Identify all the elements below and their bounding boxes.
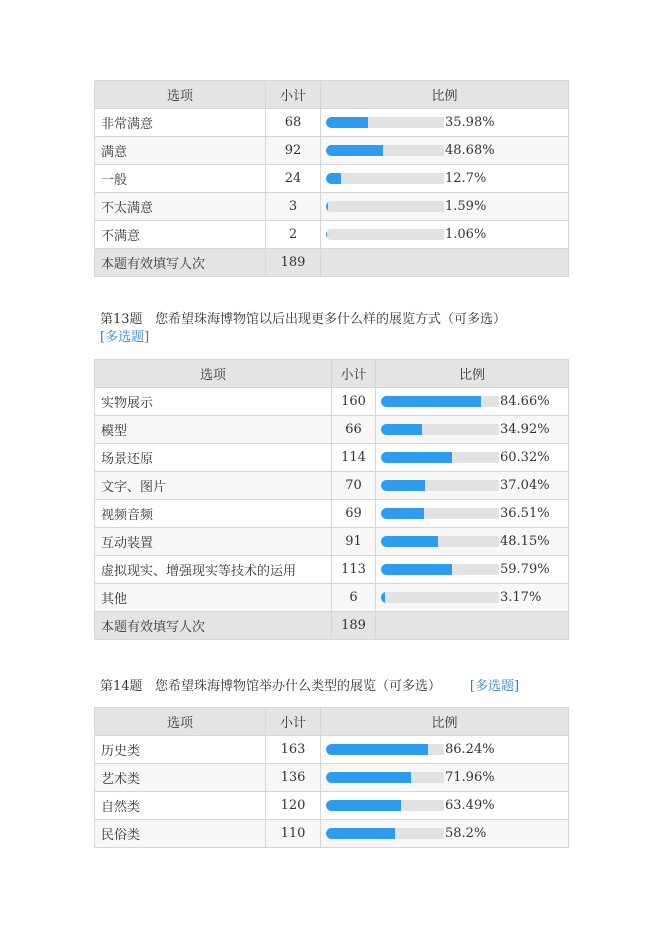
- table-row: [95, 444, 569, 472]
- progress-bar: [381, 452, 499, 463]
- table-row: [95, 388, 569, 416]
- option-count: 114: [332, 444, 376, 472]
- ratio-cell: [376, 416, 569, 444]
- ratio-cell: [321, 193, 569, 221]
- ratio-percent: 63.49%: [445, 798, 495, 813]
- table-row: [95, 584, 569, 612]
- progress-bar: [381, 564, 499, 575]
- option-label: 不满意: [95, 221, 266, 249]
- progress-bar-fill: [381, 396, 481, 407]
- option-label: 满意: [95, 137, 266, 165]
- progress-bar-fill: [326, 744, 428, 755]
- header-option: 选项: [95, 81, 266, 109]
- ratio-cell: [321, 165, 569, 193]
- table-row: [95, 109, 569, 137]
- progress-bar-fill: [381, 564, 452, 575]
- q14-question: 您希望珠海博物馆举办什么类型的展览（可多选）: [154, 679, 441, 694]
- progress-bar-fill: [326, 145, 383, 156]
- table-header-row: [95, 708, 569, 736]
- header-option: 选项: [95, 360, 332, 388]
- progress-bar-fill: [381, 592, 385, 603]
- ratio-percent: 58.2%: [445, 826, 487, 841]
- table-row: [95, 764, 569, 792]
- progress-bar-fill: [326, 828, 395, 839]
- q12-results-table: [94, 80, 569, 277]
- option-count: 110: [266, 820, 321, 848]
- option-label: 实物展示: [95, 388, 332, 416]
- option-label: 自然类: [95, 792, 266, 820]
- ratio-cell: [376, 556, 569, 584]
- option-count: 24: [266, 165, 321, 193]
- option-label: 艺术类: [95, 764, 266, 792]
- header-ratio: 比例: [321, 81, 569, 109]
- table-header-row: [95, 81, 569, 109]
- ratio-percent: 34.92%: [500, 422, 550, 437]
- ratio-percent: 12.7%: [445, 171, 487, 186]
- total-empty-cell: [321, 249, 569, 277]
- q13-question: 您希望珠海博物馆以后出现更多什么样的展览方式（可多选）: [154, 312, 506, 327]
- q13-title: [100, 311, 530, 347]
- progress-bar: [381, 508, 499, 519]
- option-count: 68: [266, 109, 321, 137]
- option-count: 136: [266, 764, 321, 792]
- table-row: [95, 137, 569, 165]
- option-label: 模型: [95, 416, 332, 444]
- progress-bar: [326, 145, 444, 156]
- progress-bar: [326, 772, 444, 783]
- ratio-percent: 59.79%: [500, 562, 550, 577]
- ratio-percent: 48.68%: [445, 143, 495, 158]
- table-row: [95, 820, 569, 848]
- option-count: 92: [266, 137, 321, 165]
- table-row: [95, 193, 569, 221]
- progress-bar-fill: [326, 800, 401, 811]
- table-row: [95, 416, 569, 444]
- header-ratio: 比例: [376, 360, 569, 388]
- ratio-cell: [321, 221, 569, 249]
- ratio-cell: [321, 736, 569, 764]
- table-row: [95, 472, 569, 500]
- ratio-percent: 84.66%: [500, 394, 550, 409]
- total-label: 本题有效填写人次: [95, 249, 266, 277]
- header-count: 小计: [266, 81, 321, 109]
- option-label: 非常满意: [95, 109, 266, 137]
- header-ratio: 比例: [321, 708, 569, 736]
- q13-results-table: [94, 359, 569, 640]
- option-count: 70: [332, 472, 376, 500]
- progress-bar: [381, 592, 499, 603]
- option-label: 视频音频: [95, 500, 332, 528]
- progress-bar-fill: [326, 229, 327, 240]
- ratio-cell: [376, 500, 569, 528]
- progress-bar-fill: [381, 452, 452, 463]
- ratio-cell: [376, 388, 569, 416]
- ratio-percent: 1.59%: [445, 199, 487, 214]
- progress-bar-fill: [381, 480, 425, 491]
- option-label: 文字、图片: [95, 472, 332, 500]
- ratio-percent: 35.98%: [445, 115, 495, 130]
- option-count: 113: [332, 556, 376, 584]
- ratio-percent: 3.17%: [500, 590, 542, 605]
- table-row: [95, 556, 569, 584]
- option-count: 69: [332, 500, 376, 528]
- table-row: [95, 528, 569, 556]
- option-label: 互动装置: [95, 528, 332, 556]
- ratio-percent: 48.15%: [500, 534, 550, 549]
- table-row: [95, 792, 569, 820]
- ratio-cell: [321, 137, 569, 165]
- header-count: 小计: [332, 360, 376, 388]
- progress-bar: [326, 117, 444, 128]
- option-count: 160: [332, 388, 376, 416]
- progress-bar-fill: [381, 508, 424, 519]
- ratio-percent: 37.04%: [500, 478, 550, 493]
- progress-bar: [326, 828, 444, 839]
- option-label: 虚拟现实、增强现实等技术的运用: [95, 556, 332, 584]
- progress-bar: [381, 424, 499, 435]
- total-count: 189: [332, 612, 376, 640]
- progress-bar: [326, 800, 444, 811]
- table-header-row: [95, 360, 569, 388]
- total-label: 本题有效填写人次: [95, 612, 332, 640]
- ratio-cell: [376, 528, 569, 556]
- progress-bar: [326, 201, 444, 212]
- q13-type-tag: [多选题]: [100, 330, 150, 345]
- option-count: 91: [332, 528, 376, 556]
- table-row: [95, 165, 569, 193]
- progress-bar-fill: [326, 201, 328, 212]
- option-label: 民俗类: [95, 820, 266, 848]
- progress-bar-fill: [326, 772, 411, 783]
- progress-bar: [381, 480, 499, 491]
- q14-type-tag: [多选题]: [469, 679, 520, 694]
- progress-bar: [326, 173, 444, 184]
- ratio-cell: [376, 444, 569, 472]
- total-row: [95, 249, 569, 277]
- option-label: 一般: [95, 165, 266, 193]
- option-count: 2: [266, 221, 321, 249]
- progress-bar: [326, 744, 444, 755]
- option-count: 66: [332, 416, 376, 444]
- option-count: 163: [266, 736, 321, 764]
- progress-bar-fill: [381, 536, 438, 547]
- ratio-percent: 36.51%: [500, 506, 550, 521]
- option-count: 120: [266, 792, 321, 820]
- option-label: 历史类: [95, 736, 266, 764]
- table-row: [95, 500, 569, 528]
- q14-title: [100, 675, 519, 694]
- option-count: 6: [332, 584, 376, 612]
- option-label: 不太满意: [95, 193, 266, 221]
- ratio-cell: [321, 109, 569, 137]
- header-option: 选项: [95, 708, 266, 736]
- option-label: 其他: [95, 584, 332, 612]
- q14-results-table: [94, 707, 569, 848]
- progress-bar-fill: [381, 424, 422, 435]
- option-count: 3: [266, 193, 321, 221]
- total-row: [95, 612, 569, 640]
- q14-number: 第14题: [100, 679, 143, 694]
- header-count: 小计: [266, 708, 321, 736]
- ratio-cell: [376, 584, 569, 612]
- ratio-percent: 1.06%: [445, 227, 487, 242]
- table-row: [95, 221, 569, 249]
- table-row: [95, 736, 569, 764]
- ratio-cell: [321, 820, 569, 848]
- ratio-percent: 60.32%: [500, 450, 550, 465]
- progress-bar-fill: [326, 117, 368, 128]
- progress-bar: [381, 396, 499, 407]
- total-count: 189: [266, 249, 321, 277]
- q13-number: 第13题: [100, 312, 143, 327]
- progress-bar: [326, 229, 444, 240]
- ratio-cell: [321, 764, 569, 792]
- ratio-cell: [376, 472, 569, 500]
- total-empty-cell: [376, 612, 569, 640]
- option-label: 场景还原: [95, 444, 332, 472]
- ratio-percent: 71.96%: [445, 770, 495, 785]
- progress-bar-fill: [326, 173, 341, 184]
- ratio-percent: 86.24%: [445, 742, 495, 757]
- ratio-cell: [321, 792, 569, 820]
- progress-bar: [381, 536, 499, 547]
